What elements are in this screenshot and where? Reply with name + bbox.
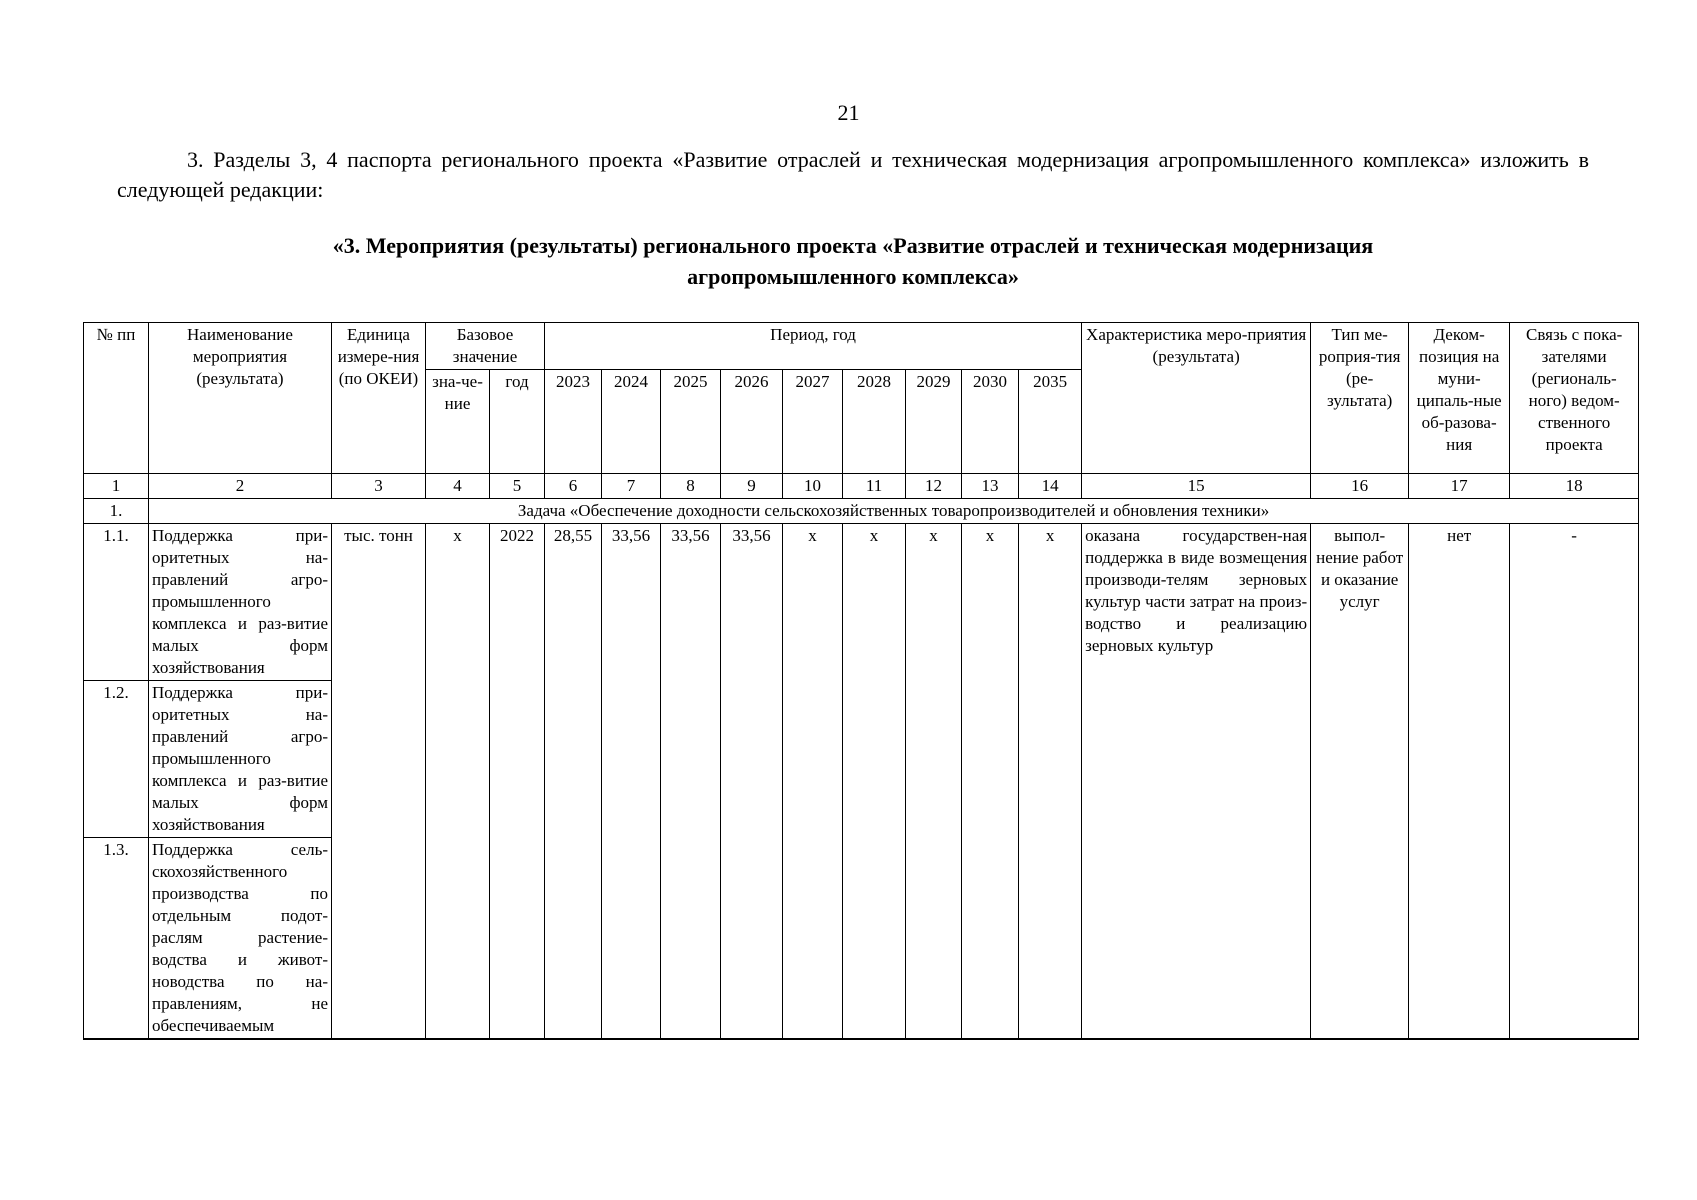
row-name: Поддержка при-оритетных на-правлений агро-промышленного комплекса и раз-витие малых форм хозяйствования — [149, 524, 332, 681]
header-row-1 — [84, 323, 1639, 370]
header-unit: Единица измере-ния (по ОКЕИ) — [332, 323, 426, 474]
column-number: 5 — [490, 474, 545, 499]
section-title-line-1: «3. Мероприятия (результаты) регионального проекта «Развитие отраслей и техническая модернизация — [332, 233, 1374, 258]
value-2024: 33,56 — [602, 524, 661, 1040]
base-value-cell: х — [426, 524, 490, 1040]
header-year-2023: 2023 — [545, 370, 602, 474]
header-type: Тип ме-роприя-тия (ре-зультата) — [1311, 323, 1409, 474]
column-number: 8 — [661, 474, 721, 499]
column-number: 9 — [721, 474, 783, 499]
column-number: 11 — [843, 474, 906, 499]
value-2023: 28,55 — [545, 524, 602, 1040]
task-row — [84, 499, 1639, 524]
header-base-value: зна-че-ние — [426, 370, 490, 474]
header-year-2024: 2024 — [602, 370, 661, 474]
header-characteristic: Характеристика меро-приятия (результата) — [1082, 323, 1311, 474]
intro-paragraph: 3. Разделы 3, 4 паспорта регионального проекта «Развитие отраслей и техническая модернизация агропромышленного комплекса» изложить в следующей редакции: — [117, 147, 1589, 202]
link-cell: - — [1510, 524, 1639, 1040]
header-year-2029: 2029 — [906, 370, 962, 474]
type-cell: выпол-нение работ и оказание услуг — [1311, 524, 1409, 1040]
characteristic-cell: оказана государствен-ная поддержка в виде возмещения производи-телям зерновых культур части затрат на произ-водство и реализацию зерновых культур — [1082, 524, 1311, 1040]
column-number: 3 — [332, 474, 426, 499]
column-numbers-row — [84, 474, 1639, 499]
column-number: 4 — [426, 474, 490, 499]
column-number: 1 — [84, 474, 149, 499]
header-year-2035: 2035 — [1019, 370, 1082, 474]
header-decomposition: Деком-позиция на муни-ципаль-ные об-разова-ния — [1409, 323, 1510, 474]
header-name: Наименование мероприятия (результата) — [149, 323, 332, 474]
header-num: № пп — [84, 323, 149, 474]
header-period: Период, год — [545, 323, 1082, 370]
column-number: 18 — [1510, 474, 1639, 499]
row-num: 1.3. — [84, 838, 149, 1040]
header-year-2030: 2030 — [962, 370, 1019, 474]
row-num: 1.1. — [84, 524, 149, 681]
column-number: 10 — [783, 474, 843, 499]
header-base: Базовое значение — [426, 323, 545, 370]
column-number: 6 — [545, 474, 602, 499]
column-number: 14 — [1019, 474, 1082, 499]
measures-table — [83, 322, 1639, 1040]
value-2029: х — [906, 524, 962, 1040]
row-name: Поддержка при-оритетных на-правлений агро-промышленного комплекса и раз-витие малых форм хозяйствования — [149, 681, 332, 838]
column-number: 12 — [906, 474, 962, 499]
page-number: 21 — [837, 100, 860, 125]
header-link: Связь с пока-зателями (региональ-ного) ведом-ственного проекта — [1510, 323, 1639, 474]
value-2026: 33,56 — [721, 524, 783, 1040]
task-num: 1. — [84, 499, 149, 524]
decomposition-cell: нет — [1409, 524, 1510, 1040]
header-year-2025: 2025 — [661, 370, 721, 474]
column-number: 16 — [1311, 474, 1409, 499]
header-year-2027: 2027 — [783, 370, 843, 474]
column-number: 17 — [1409, 474, 1510, 499]
value-2030: х — [962, 524, 1019, 1040]
header-year-2028: 2028 — [843, 370, 906, 474]
column-number: 13 — [962, 474, 1019, 499]
base-year-cell: 2022 — [490, 524, 545, 1040]
header-year-2026: 2026 — [721, 370, 783, 474]
row-num: 1.2. — [84, 681, 149, 838]
unit-cell: тыс. тонн — [332, 524, 426, 1040]
column-number: 7 — [602, 474, 661, 499]
table-row — [84, 524, 1639, 681]
section-title — [117, 230, 1589, 292]
task-text: Задача «Обеспечение доходности сельскохозяйственных товаропроизводителей и обновления техники» — [149, 499, 1639, 524]
row-name: Поддержка сель-скохозяйственного производства по отдельным подот-раслям растение-водства и живот-новодства по на-правлениям, не обеспечиваемым — [149, 838, 332, 1040]
value-2027: х — [783, 524, 843, 1040]
value-2025: 33,56 — [661, 524, 721, 1040]
section-title-line-2: агропромышленного комплекса» — [687, 264, 1019, 289]
column-number: 15 — [1082, 474, 1311, 499]
column-number: 2 — [149, 474, 332, 499]
value-2035: х — [1019, 524, 1082, 1040]
value-2028: х — [843, 524, 906, 1040]
header-base-year: год — [490, 370, 545, 474]
